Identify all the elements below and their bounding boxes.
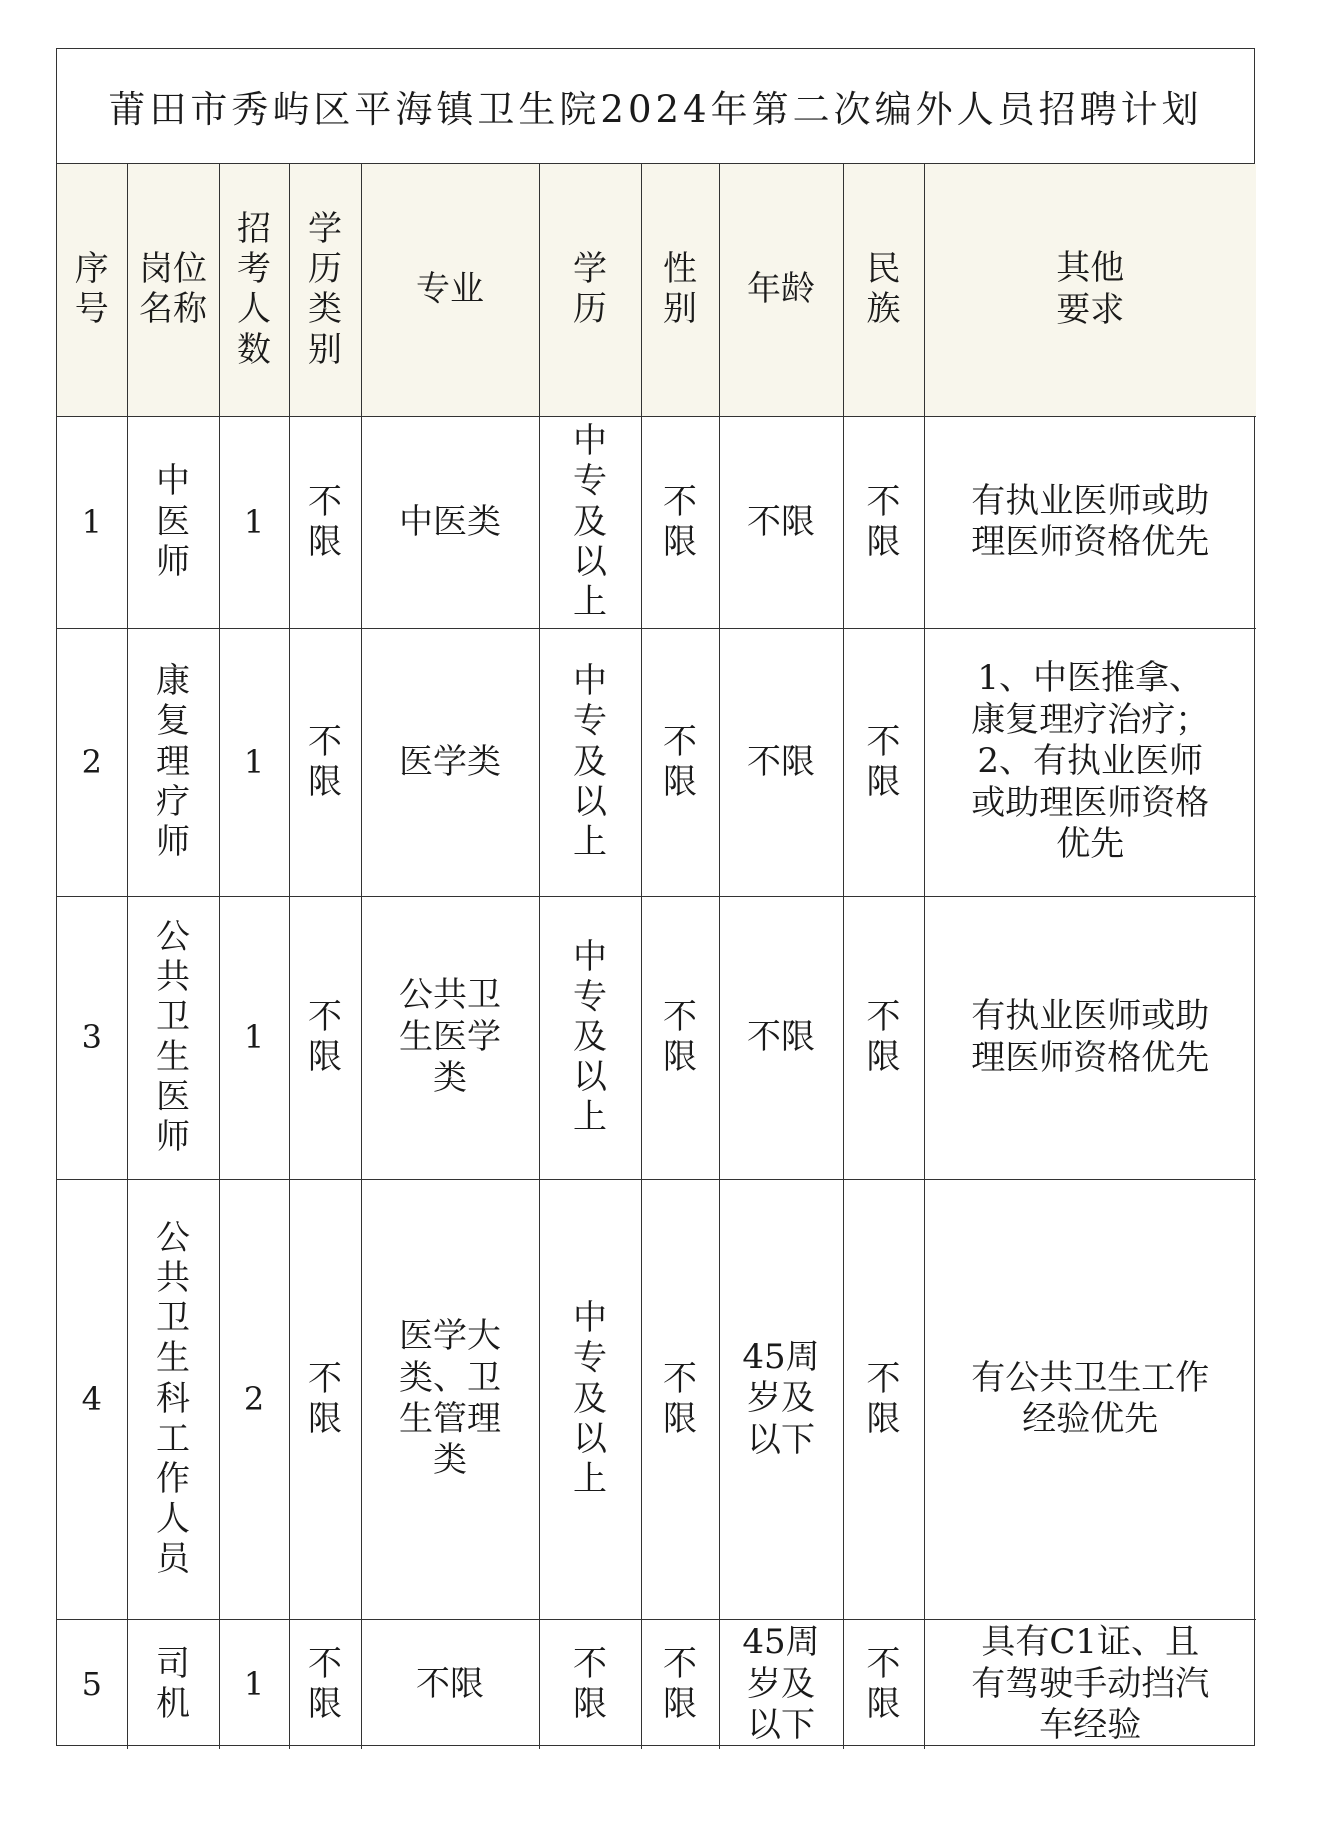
cell-seq: 1 (57, 416, 127, 628)
cell-ethnic: 不限 (866, 1358, 901, 1439)
table-row (57, 1619, 1256, 1749)
cell-ethnic: 不限 (866, 997, 901, 1078)
cell-count: 1 (219, 1619, 289, 1749)
recruitment-table-sheet (56, 48, 1255, 1746)
header-post: 岗位名称 (138, 249, 207, 330)
header-major: 专业 (416, 269, 484, 310)
cell-edu-type: 不限 (308, 1358, 342, 1439)
cell-seq: 2 (57, 628, 127, 896)
cell-edu: 中专及以上 (573, 1298, 607, 1499)
table-row (57, 896, 1256, 1179)
cell-gender: 不限 (663, 1358, 697, 1439)
cell-gender: 不限 (663, 1643, 697, 1724)
cell-other: 有执业医师或助理医师资格优先 (971, 480, 1210, 562)
table-row (57, 628, 1256, 896)
cell-edu-type: 不限 (308, 1643, 342, 1724)
header-count: 招考人数 (237, 209, 271, 370)
header-row (57, 164, 1256, 416)
cell-other: 有公共卫生工作经验优先 (971, 1357, 1210, 1439)
cell-other: 具有C1证、且有驾驶手动挡汽车经验 (971, 1622, 1210, 1745)
cell-edu: 中专及以上 (573, 661, 607, 862)
header-seq: 序号 (74, 249, 109, 330)
table-row (57, 1179, 1256, 1619)
cell-post: 司机 (156, 1643, 190, 1724)
cell-major: 中医类 (399, 501, 501, 542)
cell-seq: 5 (57, 1619, 127, 1749)
cell-edu: 不限 (573, 1643, 607, 1724)
cell-count: 1 (219, 628, 289, 896)
cell-seq: 3 (57, 896, 127, 1179)
cell-ethnic: 不限 (866, 481, 901, 562)
header-gender: 性别 (663, 249, 697, 330)
cell-post: 中医师 (156, 461, 190, 582)
cell-gender: 不限 (663, 997, 697, 1078)
header-edu-type: 学历类别 (308, 209, 342, 370)
cell-age: 45周岁及以下 (742, 1622, 820, 1745)
cell-edu-type: 不限 (308, 997, 342, 1078)
header-ethnic: 民族 (866, 249, 901, 330)
cell-major: 医学大类、卫生管理类 (399, 1316, 501, 1481)
cell-edu-type: 不限 (308, 721, 342, 802)
cell-gender: 不限 (663, 721, 697, 802)
cell-major: 医学类 (399, 741, 501, 782)
cell-count: 1 (219, 416, 289, 628)
cell-other: 有执业医师或助理医师资格优先 (971, 996, 1210, 1078)
cell-ethnic: 不限 (866, 1643, 901, 1724)
cell-edu-type: 不限 (308, 481, 342, 562)
cell-other: 1、中医推拿、康复理疗治疗；2、有执业医师或助理医师资格优先 (971, 658, 1210, 865)
cell-seq: 4 (57, 1179, 127, 1619)
header-other: 其他要求 (1056, 248, 1125, 330)
cell-age: 不限 (747, 1017, 815, 1058)
page-title: 莆田市秀屿区平海镇卫生院2024年第二次编外人员招聘计划 (57, 49, 1254, 164)
cell-post: 康复理疗师 (156, 661, 190, 862)
cell-post: 公共卫生科工作人员 (156, 1218, 190, 1580)
cell-gender: 不限 (663, 481, 697, 562)
cell-major: 公共卫生医学类 (398, 975, 501, 1099)
cell-major: 不限 (416, 1663, 484, 1704)
cell-count: 1 (219, 896, 289, 1179)
cell-age: 不限 (747, 741, 815, 782)
header-edu: 学历 (573, 249, 607, 330)
cell-age: 45周岁及以下 (742, 1336, 820, 1460)
cell-ethnic: 不限 (866, 721, 901, 802)
cell-post: 公共卫生医师 (156, 916, 190, 1158)
header-age: 年龄 (747, 269, 815, 310)
cell-age: 不限 (747, 501, 815, 542)
table-row (57, 416, 1256, 628)
cell-edu: 中专及以上 (573, 421, 607, 622)
cell-edu: 中专及以上 (573, 936, 607, 1138)
recruitment-table (57, 164, 1256, 1749)
cell-count: 2 (219, 1179, 289, 1619)
